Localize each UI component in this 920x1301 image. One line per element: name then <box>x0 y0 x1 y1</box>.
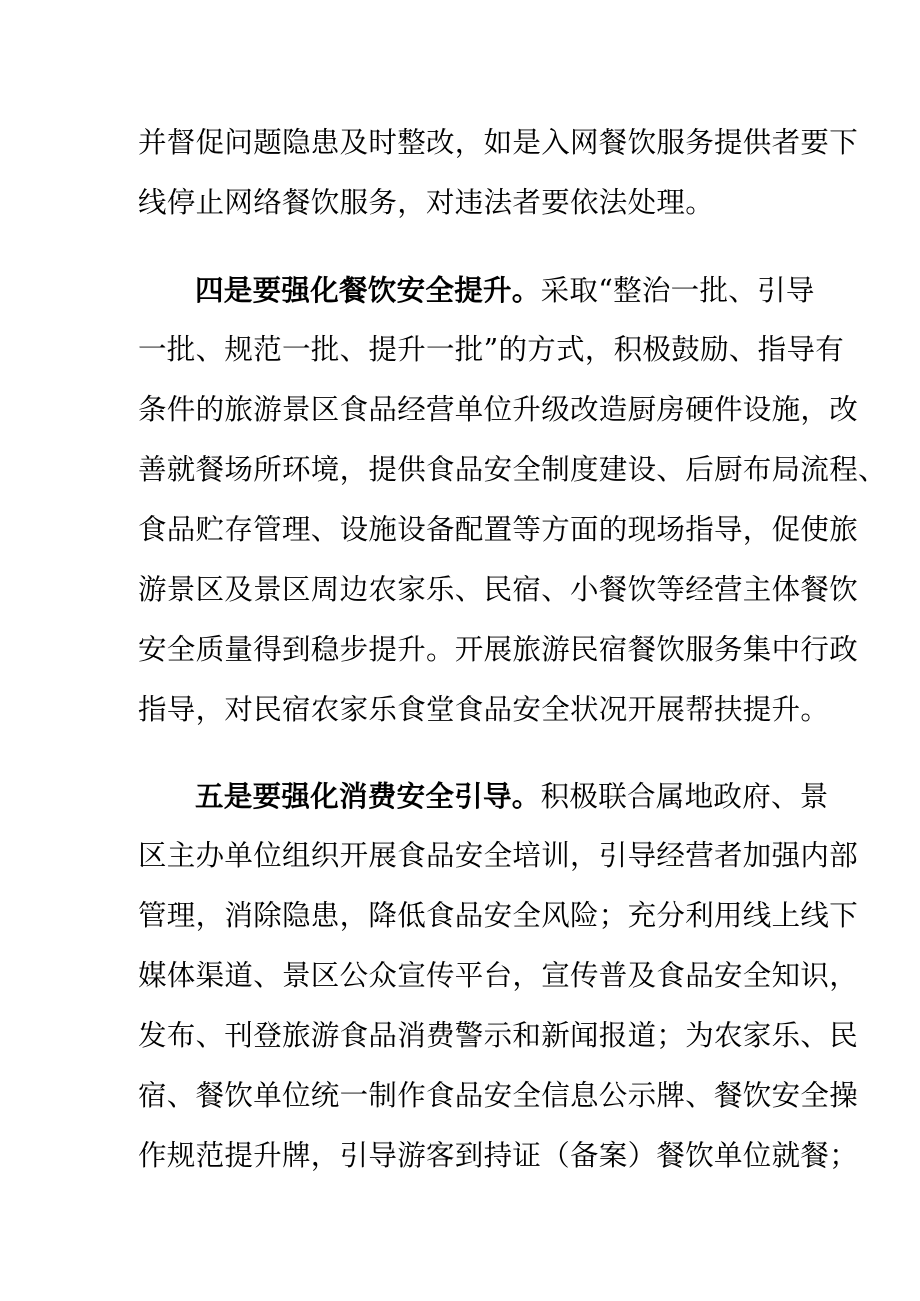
section-5-first-line-text: 积极联合属地政府、景 <box>540 780 829 813</box>
paragraph-line: 善就餐场所环境，提供食品安全制度建设、后厨布局流程、 <box>138 453 887 486</box>
paragraph-line: 发布、刊登旅游食品消费警示和新闻报道；为农家乐、民 <box>138 1019 859 1052</box>
section-4-first-line-text: 采取“整治一批、引导 <box>540 274 815 307</box>
paragraph-line: 指导，对民宿农家乐食堂食品安全状况开展帮扶提升。 <box>138 693 830 726</box>
section-4-first-line <box>195 270 815 310</box>
paragraph-line: 作规范提升牌，引导游客到持证（备案）餐饮单位就餐； <box>138 1139 859 1172</box>
paragraph-line: 管理，消除隐患，降低食品安全风险；充分利用线上线下 <box>138 899 859 932</box>
paragraph-line: 条件的旅游景区食品经营单位升级改造厨房硬件设施，改 <box>138 393 859 426</box>
paragraph-line: 宿、餐饮单位统一制作食品安全信息公示牌、餐饮安全操 <box>138 1079 859 1112</box>
paragraph-line: 区主办单位组织开展食品安全培训，引导经营者加强内部 <box>138 839 859 872</box>
paragraph-line: 媒体渠道、景区公众宣传平台，宣传普及食品安全知识， <box>138 959 859 992</box>
section-5-heading: 五是要强化消费安全引导。 <box>195 779 541 813</box>
section-5-first-line <box>195 776 829 816</box>
paragraph-line: 安全质量得到稳步提升。开展旅游民宿餐饮服务集中行政 <box>138 633 859 666</box>
paragraph-line: 一批、规范一批、提升一批”的方式，积极鼓励、指导有 <box>138 333 845 366</box>
paragraph-line: 食品贮存管理、设施设备配置等方面的现场指导，促使旅 <box>138 513 859 546</box>
paragraph-line: 并督促问题隐患及时整改，如是入网餐饮服务提供者要下 <box>138 126 859 159</box>
paragraph-line: 游景区及景区周边农家乐、民宿、小餐饮等经营主体餐饮 <box>138 573 859 606</box>
paragraph-line: 线停止网络餐饮服务，对违法者要依法处理。 <box>138 186 715 219</box>
section-4-heading: 四是要强化餐饮安全提升。 <box>195 273 541 307</box>
